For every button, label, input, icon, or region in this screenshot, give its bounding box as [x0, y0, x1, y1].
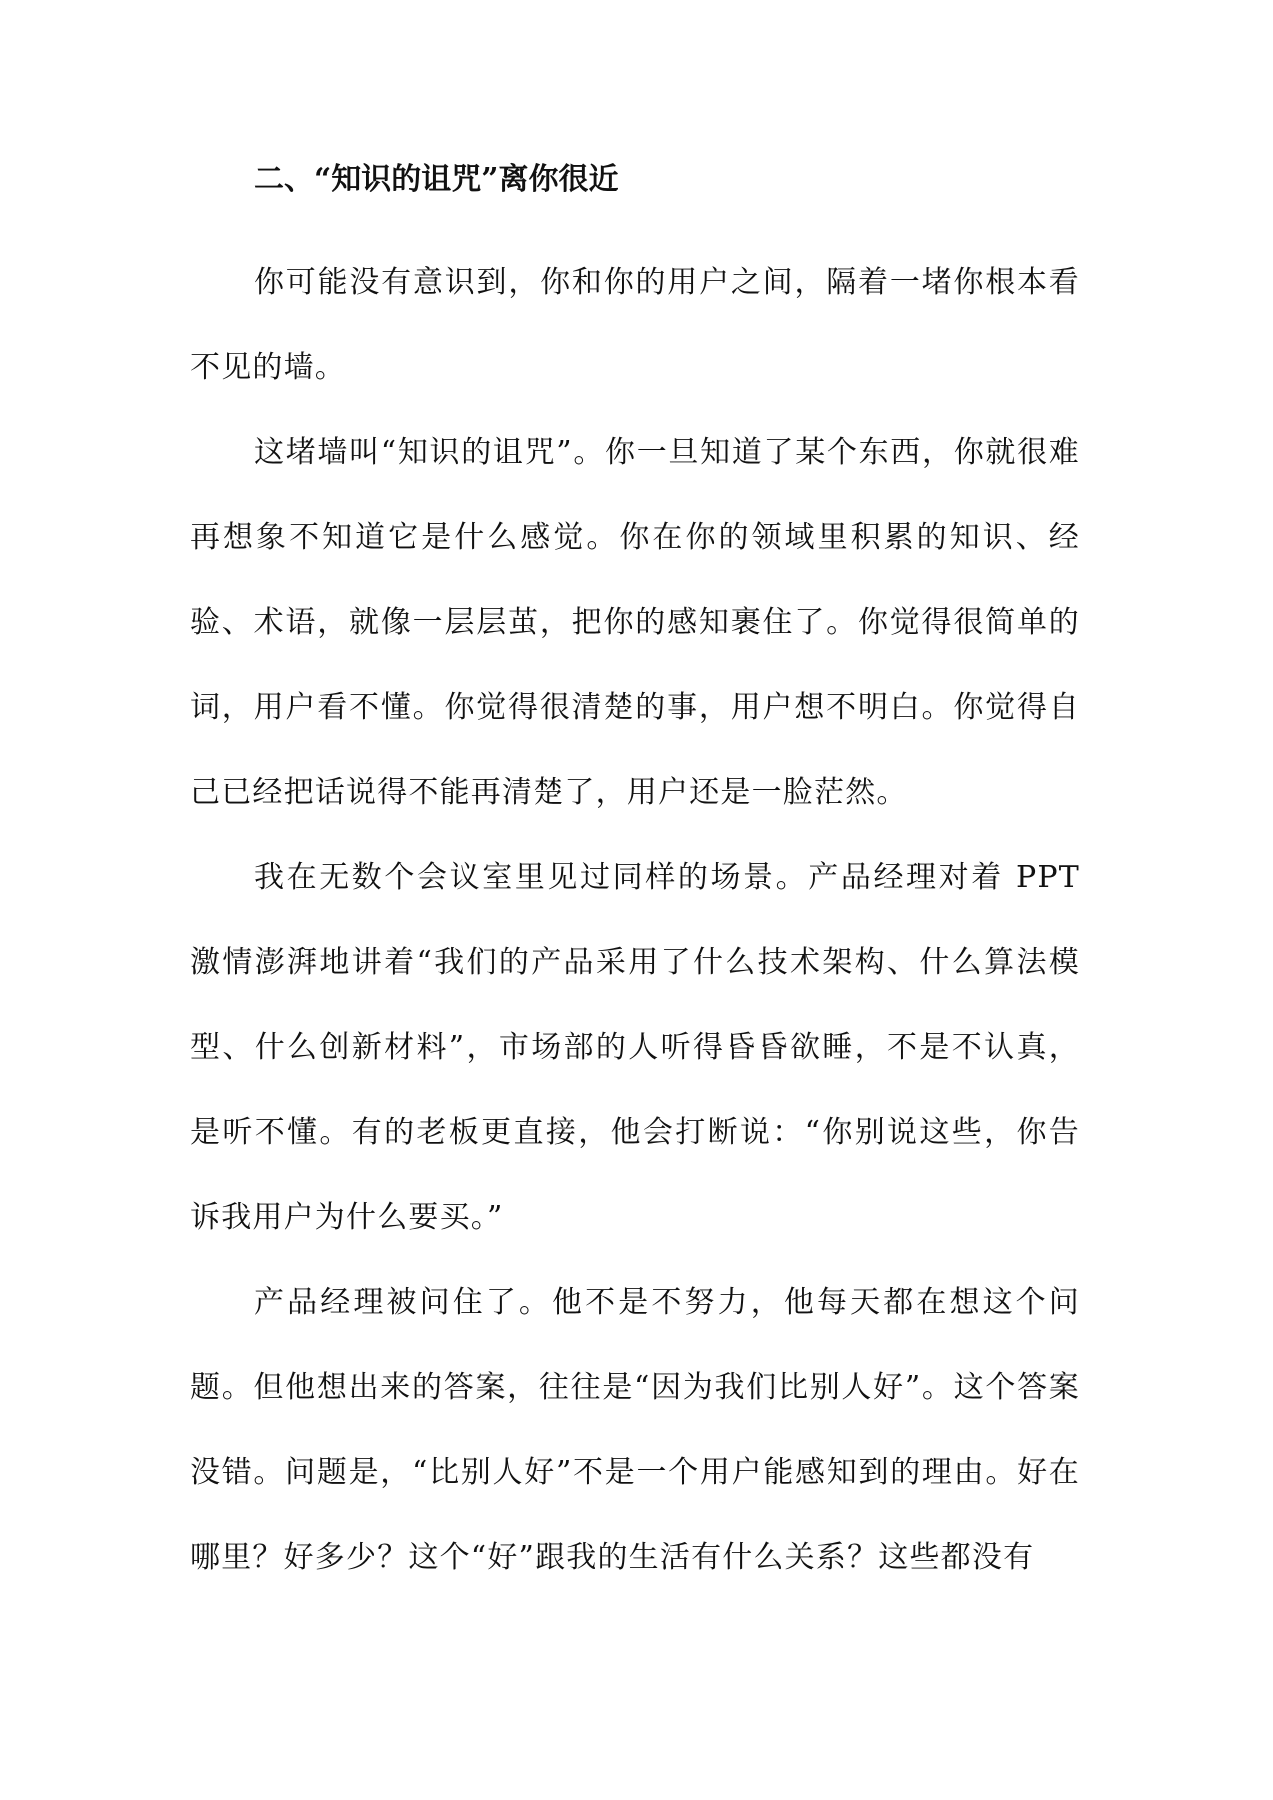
section-heading: 二、“知识的诅咒”离你很近 [254, 162, 619, 197]
paragraph: 这堵墙叫“知识的诅咒”。你一旦知道了某个东西，你就很难再想象不知道它是什么感觉。你在你的领域里积累的知识、经验、术语，就像一层层茧，把你的感知裹住了。你觉得很简单的词，用户看不懂。你觉得很清楚的事，用户想不明白。你觉得自己已经把话说得不能再清楚了，用户还是一脸茫然。 [190, 435, 1080, 810]
paragraph: 你可能没有意识到，你和你的用户之间，隔着一堵你根本看不见的墙。 [190, 265, 1080, 385]
page-content [190, 158, 1080, 1600]
paragraph: 我在无数个会议室里见过同样的场景。产品经理对着 PPT 激情澎湃地讲着“我们的产品采用了什么技术架构、什么算法模型、什么创新材料”，市场部的人听得昏昏欲睡，不是不认真，是听不懂。有的老板更直接，他会打断说：“你别说这些，你告诉我用户为什么要买。” [190, 860, 1080, 1235]
paragraph: 产品经理被问住了。他不是不努力，他每天都在想这个问题。但他想出来的答案，往往是“因为我们比别人好”。这个答案没错。问题是，“比别人好”不是一个用户能感知到的理由。好在哪里？好多少？这个“好”跟我的生活有什么关系？这些都没有 [190, 1285, 1080, 1575]
